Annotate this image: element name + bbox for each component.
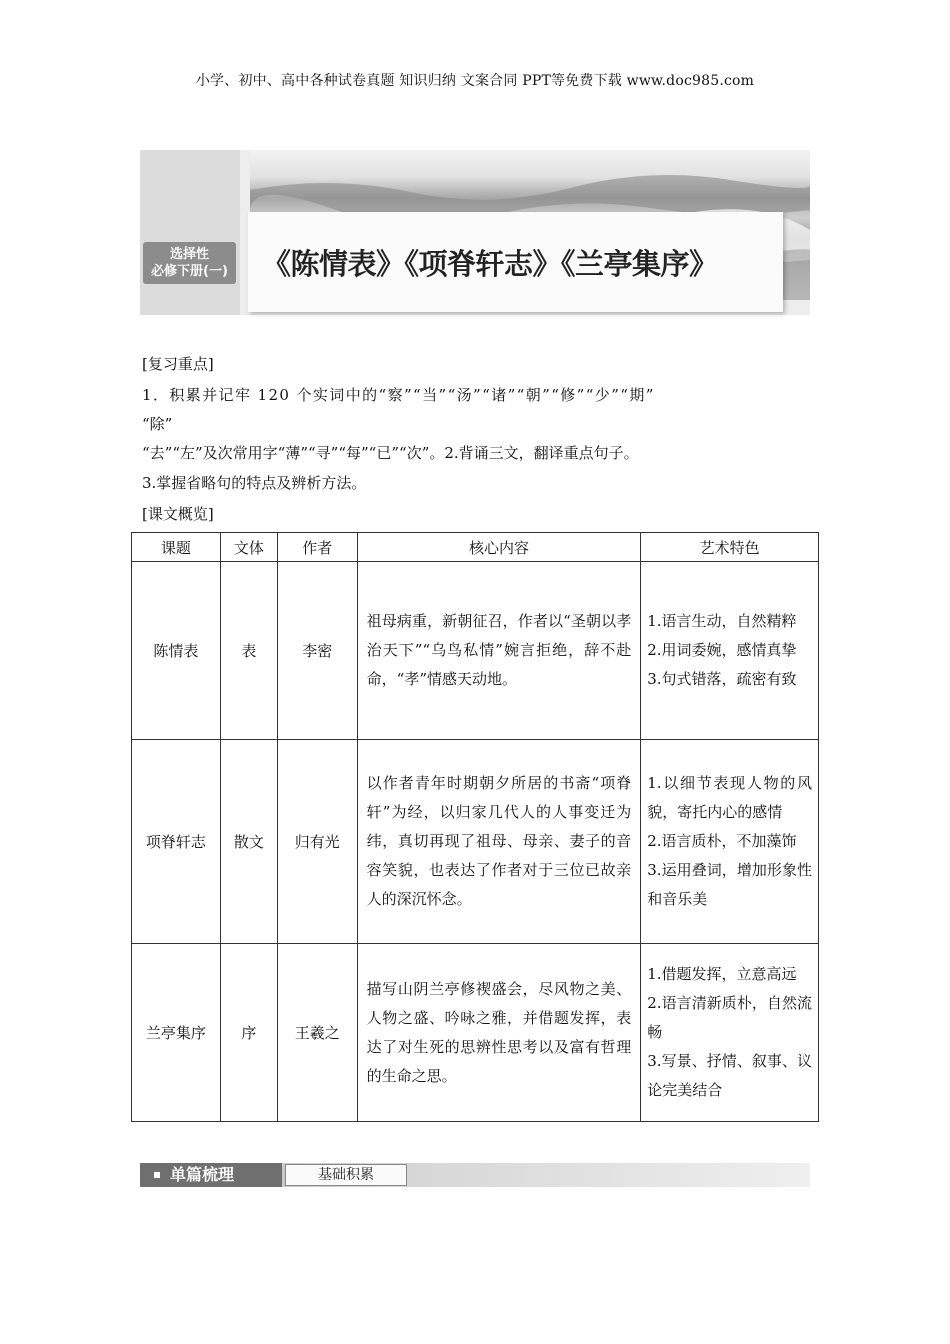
cell-title: 陈情表: [132, 562, 221, 740]
col-header-title: 课题: [132, 533, 221, 562]
table-row: [132, 562, 819, 740]
col-header-core: 核心内容: [357, 533, 641, 562]
cell-author: 王羲之: [277, 944, 357, 1122]
cell-genre: 序: [220, 944, 277, 1122]
section-bar: [140, 1163, 810, 1187]
art-item: 3.写景、抒情、叙事、议论完美结合: [647, 1052, 812, 1099]
col-header-genre: 文体: [220, 533, 277, 562]
cell-title: 兰亭集序: [132, 944, 221, 1122]
art-item: 2.语言清新质朴，自然流畅: [647, 994, 812, 1041]
cell-title: 项脊轩志: [132, 740, 221, 944]
cell-core: 描写山阴兰亭修禊盛会，尽风物之美、人物之盛、吟咏之雅，并借题发挥，表达了对生死的思辨性思考以及富有哲理的生命之思。: [357, 944, 641, 1122]
page-title: 《陈情表》《项脊轩志》《兰亭集序》: [262, 247, 718, 281]
art-item: 3.运用叠词，增加形象性和音乐美: [647, 861, 812, 908]
art-item: 3.句式错落，疏密有致: [647, 670, 797, 688]
review-line-4: 3.掌握省略句的特点及辨析方法。: [142, 474, 367, 492]
site-header-line: 小学、初中、高中各种试卷真题 知识归纳 文案合同 PPT等免费下载 www.doc985.com: [195, 73, 755, 89]
cell-core: 以作者青年时期朝夕所居的书斋“项脊轩”为经，以归家几代人的人事变迁为纬，真切再现了祖母、母亲、妻子的音容笑貌，也表达了作者对于三位已故亲人的深沉怀念。: [357, 740, 641, 944]
art-item: 2.用词委婉，感情真挚: [647, 641, 797, 659]
section-tab-label: 单篇梳理: [170, 1165, 235, 1184]
section-tab-single-review: [140, 1163, 282, 1187]
cell-art: [641, 562, 819, 740]
art-item: 1.借题发挥，立意高远: [647, 965, 797, 983]
col-header-art: 艺术特色: [641, 533, 819, 562]
cell-genre: 散文: [220, 740, 277, 944]
section-tab-basics: 基础积累: [285, 1164, 407, 1186]
review-heading: [复习重点]: [142, 355, 214, 373]
table-row: [132, 944, 819, 1122]
cell-art: [641, 944, 819, 1122]
table-header-row: [132, 533, 819, 562]
cell-genre: 表: [220, 562, 277, 740]
review-line-3: “去”“左”及次常用字“薄”“寻”“每”“已”“次”。2.背诵三文，翻译重点句子。: [142, 444, 639, 462]
cell-core: 祖母病重，新朝征召，作者以“圣朝以孝治天下”“乌鸟私情”婉言拒绝，辞不赴命，“孝”情感天动地。: [357, 562, 641, 740]
overview-heading: [课文概览]: [142, 505, 214, 523]
review-line-2: “除”: [142, 415, 173, 433]
badge-line-1: 选择性: [169, 247, 209, 262]
art-item: 1.语言生动，自然精粹: [647, 612, 797, 630]
cell-author: 李密: [277, 562, 357, 740]
title-banner: [140, 150, 810, 315]
volume-badge: [143, 242, 236, 284]
overview-table: [131, 532, 819, 1122]
review-line-1: 1．积累并记牢 120 个实词中的“察”“当”“汤”“诸”“朝”“修”“少”“期”: [142, 386, 655, 404]
art-item: 2.语言质朴，不加藻饰: [647, 832, 797, 850]
banner-side-strip: [140, 150, 240, 315]
cell-art: [641, 740, 819, 944]
square-bullet-icon: [154, 1172, 160, 1178]
table-row: [132, 740, 819, 944]
cell-author: 归有光: [277, 740, 357, 944]
art-item: 1.以细节表现人物的风貌，寄托内心的感情: [647, 774, 812, 821]
col-header-author: 作者: [277, 533, 357, 562]
badge-line-2: 必修下册(一): [151, 264, 228, 279]
